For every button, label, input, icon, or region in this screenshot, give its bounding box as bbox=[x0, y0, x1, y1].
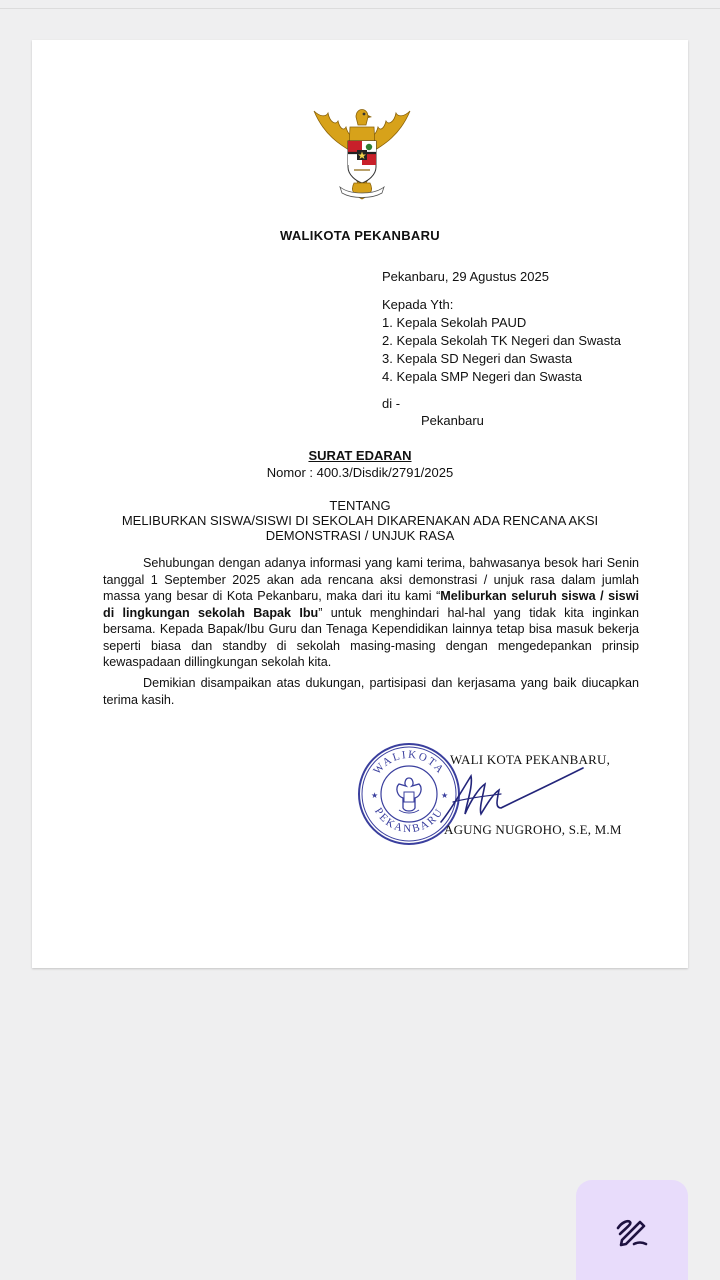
recipient-heading: Kepada Yth: bbox=[382, 297, 454, 312]
recipient-di-label: di - bbox=[382, 396, 401, 411]
document-title: SURAT EDARAN bbox=[308, 448, 412, 463]
subject-line-1: MELIBURKAN SISWA/SISWI DI SEKOLAH DIKARENAKAN ADA RENCANA AKSI bbox=[121, 513, 599, 528]
top-divider bbox=[0, 8, 720, 9]
recipient-city: Pekanbaru bbox=[421, 413, 484, 428]
recipient-list bbox=[382, 314, 621, 386]
recipient-item: 1. Kepala Sekolah PAUD bbox=[382, 315, 527, 330]
document-page[interactable] bbox=[32, 40, 688, 968]
body-paragraph-1: Sehubungan dengan adanya informasi yang kami terima, bahwasanya besok hari Senin tanggal 1 September 2025 akan ada rencana aksi demonstrasi / unjuk rasa dalam jumlah massa yang besar di Kota Pekanbaru, maka dari itu kami “Meliburkan seluruh siswa / siswi di lingkungan sekolah Bapak Ibu” untuk menghindari hal-hal yang tidak kita inginkan bersama. Kepada Bapak/Ibu Guru dan Tenaga Kependidikan lainnya tetap bisa masuk bekerja seperti biasa dan standby di sekolah masing-masing dengan mengedepankan prinsip kewaspadaan dillingkungan sekolah kita. bbox=[103, 556, 640, 669]
signatory-title: WALI KOTA PEKANBARU, bbox=[450, 752, 611, 767]
subject-line-2: DEMONSTRASI / UNJUK RASA bbox=[265, 528, 455, 543]
edit-fab-button[interactable] bbox=[576, 1180, 688, 1280]
subject-block bbox=[32, 498, 688, 543]
recipient-item: 2. Kepala Sekolah TK Negeri dan Swasta bbox=[382, 333, 621, 348]
svg-text:PEKANBARU: PEKANBARU bbox=[371, 805, 447, 836]
svg-text:★: ★ bbox=[441, 791, 449, 800]
recipient-item: 4. Kepala SMP Negeri dan Swasta bbox=[382, 369, 582, 384]
recipient-item: 3. Kepala SD Negeri dan Swasta bbox=[382, 351, 573, 366]
edit-pen-icon bbox=[612, 1210, 652, 1250]
svg-text:WALIKOTA: WALIKOTA bbox=[371, 748, 447, 777]
garuda-emblem-icon bbox=[310, 95, 414, 209]
letter-date: Pekanbaru, 29 Agustus 2025 bbox=[382, 269, 549, 284]
subject-label: TENTANG bbox=[329, 498, 391, 513]
office-heading: WALIKOTA PEKANBARU bbox=[280, 228, 440, 243]
emphasis-text: Meliburkan seluruh siswa / siswi di lingkungan sekolah Bapak Ibu bbox=[103, 589, 639, 620]
document-number: Nomor : 400.3/Disdik/2791/2025 bbox=[266, 465, 454, 480]
body-paragraph-2: Demikian disampaikan atas dukungan, partisipasi dan kerjasama yang baik diucapkan terima kasih. bbox=[103, 676, 639, 707]
signatory-name: AGUNG NUGROHO, S.E, M.M bbox=[444, 822, 622, 837]
svg-text:★: ★ bbox=[371, 791, 379, 800]
